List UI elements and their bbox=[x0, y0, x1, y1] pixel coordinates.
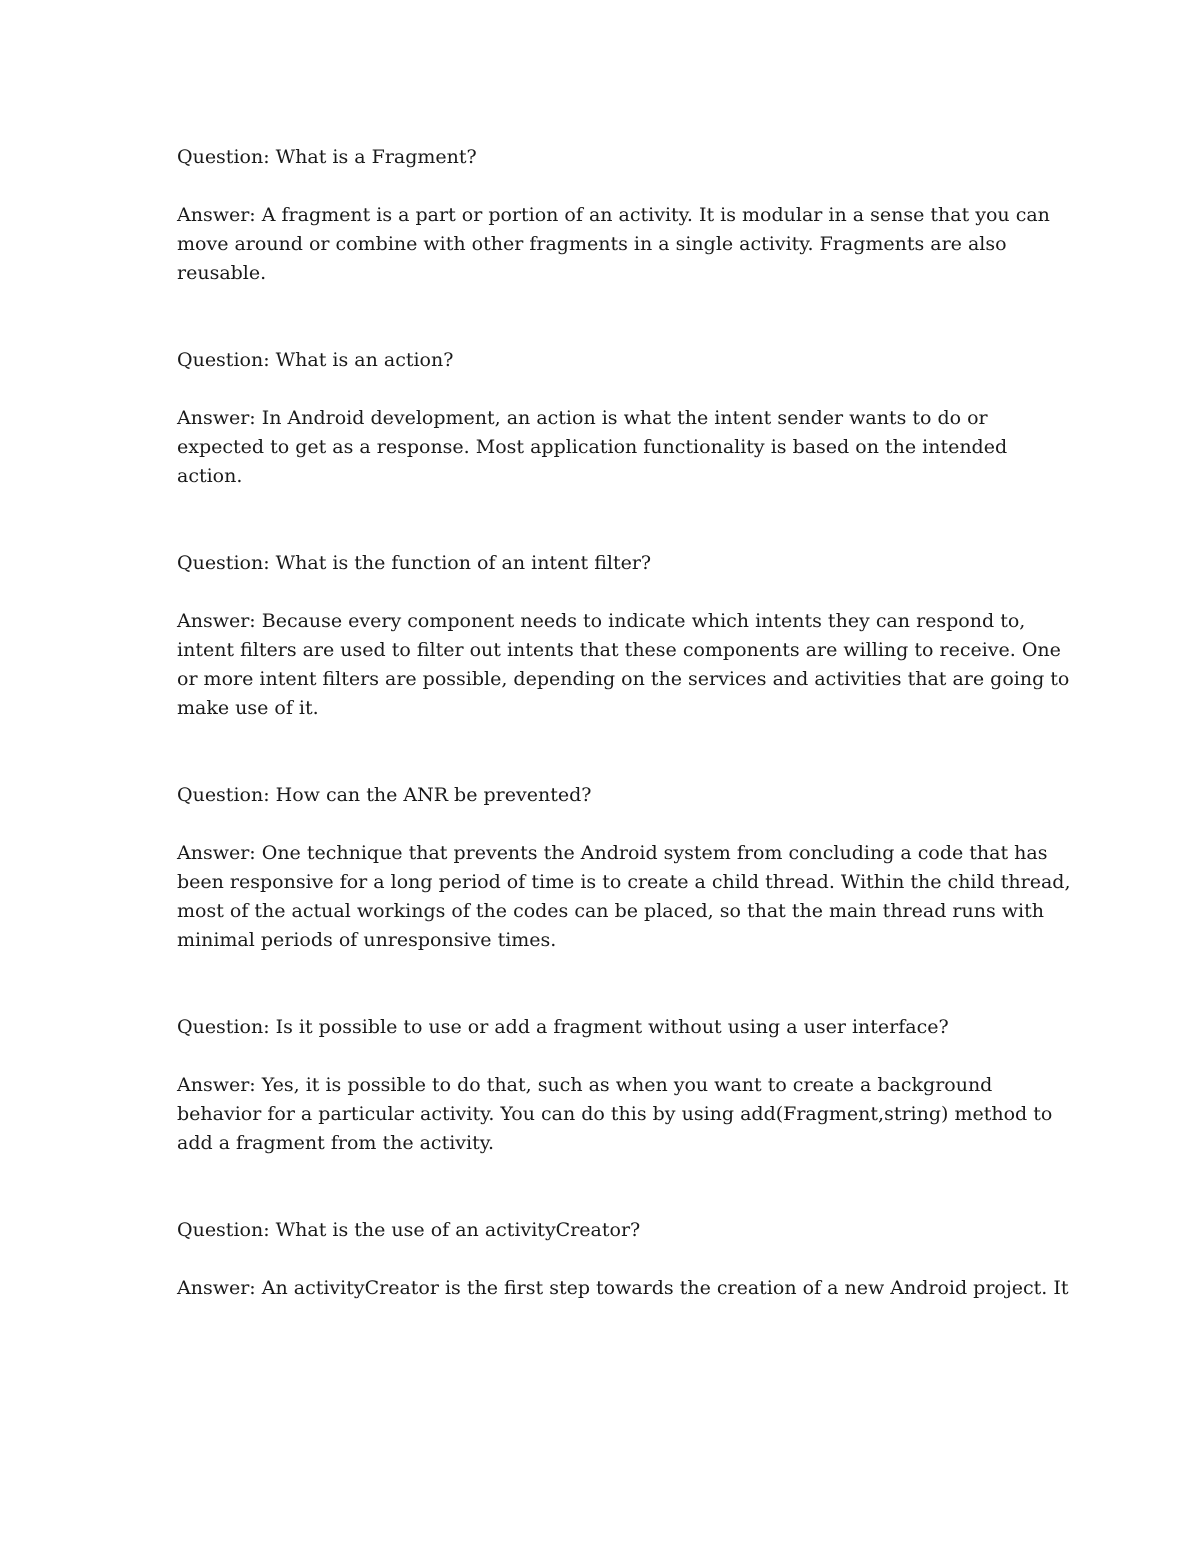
answer-line: or more intent filters are possible, depending on the services and activities that are going to bbox=[177, 668, 1070, 690]
spacer bbox=[177, 491, 1037, 549]
question-text: Question: What is a Fragment? bbox=[177, 146, 477, 168]
question-text: Question: What is an action? bbox=[177, 349, 454, 371]
spacer bbox=[177, 723, 1037, 781]
answer-line: reusable. bbox=[177, 262, 267, 284]
qa-item bbox=[177, 143, 1050, 288]
answer-line: action. bbox=[177, 465, 243, 487]
question-text: Question: What is the function of an intent filter? bbox=[177, 552, 652, 574]
answer-line: add a fragment from the activity. bbox=[177, 1132, 494, 1154]
answer-line: behavior for a particular activity. You can do this by using add(Fragment,string) method to bbox=[177, 1103, 1053, 1125]
answer-text bbox=[177, 839, 1071, 955]
answer-line: minimal periods of unresponsive times. bbox=[177, 929, 557, 951]
answer-line: intent filters are used to filter out intents that these components are willing to receive. One bbox=[177, 639, 1061, 661]
answer-text bbox=[177, 1071, 1053, 1158]
answer-text bbox=[177, 1274, 1069, 1303]
qa-item bbox=[177, 781, 1071, 955]
qa-item bbox=[177, 346, 1037, 491]
question-text: Question: Is it possible to use or add a fragment without using a user interface? bbox=[177, 1016, 949, 1038]
answer-text bbox=[177, 607, 1070, 723]
answer-line: Answer: In Android development, an action is what the intent sender wants to do or bbox=[177, 407, 988, 429]
answer-text bbox=[177, 201, 1050, 288]
qa-item bbox=[177, 1013, 1053, 1158]
answer-line: Answer: Because every component needs to indicate which intents they can respond to, bbox=[177, 610, 1026, 632]
answer-line: expected to get as a response. Most application functionality is based on the intended bbox=[177, 436, 1008, 458]
answer-line: Answer: A fragment is a part or portion of an activity. It is modular in a sense that you can bbox=[177, 204, 1050, 226]
document-body bbox=[177, 143, 1071, 1303]
spacer bbox=[177, 955, 1037, 1013]
answer-line: Answer: Yes, it is possible to do that, such as when you want to create a background bbox=[177, 1074, 993, 1096]
question-text: Question: What is the use of an activityCreator? bbox=[177, 1219, 641, 1241]
answer-line: Answer: An activityCreator is the first step towards the creation of a new Android project. It bbox=[177, 1277, 1069, 1299]
answer-line: most of the actual workings of the codes can be placed, so that the main thread runs with bbox=[177, 900, 1044, 922]
answer-text bbox=[177, 404, 1037, 491]
qa-item bbox=[177, 549, 1070, 723]
spacer bbox=[177, 288, 1037, 346]
question-text: Question: How can the ANR be prevented? bbox=[177, 784, 592, 806]
answer-line: Answer: One technique that prevents the Android system from concluding a code that has bbox=[177, 842, 1048, 864]
answer-line: move around or combine with other fragments in a single activity. Fragments are also bbox=[177, 233, 1007, 255]
answer-line: make use of it. bbox=[177, 697, 319, 719]
spacer bbox=[177, 1158, 1037, 1216]
answer-line: been responsive for a long period of time is to create a child thread. Within the child thread, bbox=[177, 871, 1071, 893]
qa-item bbox=[177, 1216, 1069, 1303]
